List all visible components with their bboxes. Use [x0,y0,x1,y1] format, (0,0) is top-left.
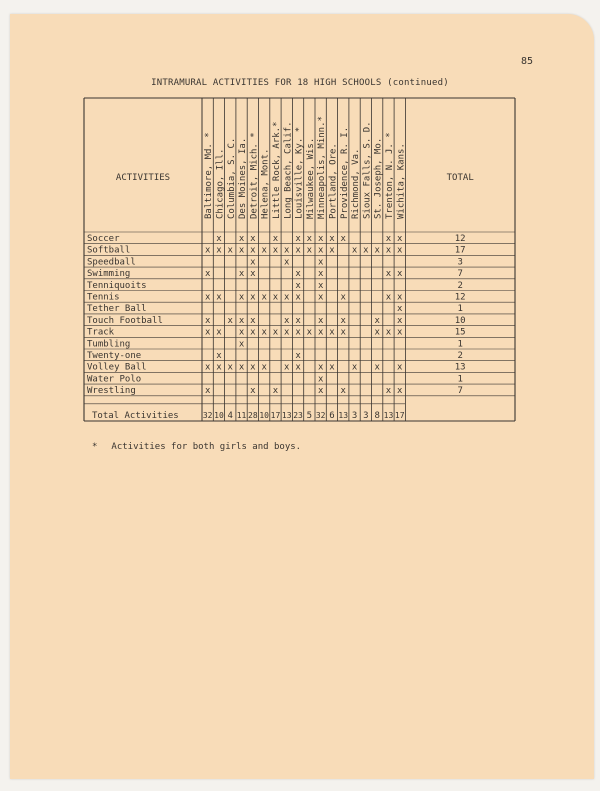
activity-mark: x [216,234,222,244]
city-header: Sioux Falls, S. D. [362,121,373,219]
activity-mark: x [261,245,267,256]
activity-total: 1 [457,339,463,350]
city-header: Little Rock, Ark.* [271,121,282,219]
activity-mark: x [216,362,222,373]
city-total: 10 [214,410,224,420]
activity-mark: x [250,386,256,397]
activity-mark: x [204,269,211,280]
city-total: 10 [259,410,269,420]
activity-total: 17 [454,245,466,256]
activity-name: Track [87,327,115,338]
activity-total: 13 [454,362,466,373]
activity-mark: x [284,327,290,338]
activity-mark: x [295,234,301,244]
activity-mark: x [374,245,380,256]
activity-mark: x [374,362,380,373]
activity-mark: x [204,362,211,373]
activity-mark: x [261,362,267,373]
activity-mark: x [295,280,301,291]
activity-mark: x [295,327,301,338]
activity-mark: x [204,315,211,326]
city-total: 23 [293,410,303,420]
activity-mark: x [317,327,324,338]
activity-total: 10 [454,315,466,326]
activity-total: 2 [457,280,463,291]
activity-mark: x [374,315,380,326]
activity-mark: x [238,327,245,338]
activity-mark: x [250,269,256,280]
activity-name: Tether Ball [87,304,147,315]
city-header: Trenton, N. J. * [384,132,395,219]
activity-mark: x [295,292,301,303]
activity-mark: x [250,362,256,373]
activity-mark: x [317,292,324,303]
activity-mark: x [238,339,245,350]
activity-mark: x [250,327,256,338]
activity-mark: x [397,362,403,373]
activity-mark: x [340,234,346,244]
city-header: Helena, Mont. [260,148,271,219]
city-header: St. Joseph, Mo. [373,137,384,219]
activity-mark: x [250,245,256,256]
activity-mark: x [385,269,392,280]
activity-mark: x [329,245,335,256]
activity-total: 12 [454,234,466,244]
activity-mark: x [351,245,358,256]
activity-mark: x [272,234,279,244]
activity-mark: x [317,374,324,385]
activity-total: 15 [454,327,466,338]
activity-mark: x [216,351,222,361]
activity-mark: x [317,234,324,244]
activity-name: Volley Ball [87,362,147,373]
activity-mark: x [284,245,290,256]
activity-mark: x [216,327,222,338]
activity-mark: x [397,386,403,397]
activity-name: Soccer [87,234,120,244]
activity-mark: x [340,292,346,303]
activity-mark: x [397,292,403,303]
activity-mark: x [295,269,301,280]
table-title: INTRAMURAL ACTIVITIES FOR 18 HIGH SCHOOLS (continued) [151,78,449,88]
activity-mark: x [385,245,392,256]
activity-mark: x [250,315,256,326]
activity-mark: x [216,245,222,256]
city-total: 8 [374,410,380,421]
activity-mark: x [204,245,211,256]
activity-mark: x [385,234,392,244]
activity-name: Touch Football [87,315,163,326]
activity-mark: x [385,386,392,397]
activity-mark: x [295,351,301,361]
activity-mark: x [317,280,324,291]
city-total: 3 [351,410,358,421]
activity-mark: x [340,386,346,397]
activity-name: Tumbling [87,339,131,350]
activity-mark: x [306,234,313,244]
city-total: 32 [315,410,326,420]
city-header: Minneapolis, Minn.* [317,116,328,219]
activity-mark: x [397,269,403,280]
activity-name: Speedball [87,257,136,268]
activity-mark: x [351,362,358,373]
footnote-symbol: * [92,442,98,452]
activity-mark: x [284,315,290,326]
activity-mark: x [340,327,346,338]
city-header: Richmond, Va. [351,148,362,219]
city-total: 13 [383,410,394,420]
activity-mark: x [317,257,324,268]
activity-mark: x [306,245,313,256]
activity-mark: x [272,245,279,256]
activity-mark: x [329,234,335,244]
activity-mark: x [397,245,403,256]
activity-mark: x [204,327,211,338]
city-total: 4 [227,410,233,421]
activity-mark: x [317,362,324,373]
activity-mark: x [204,292,211,303]
activity-total: 12 [454,292,466,303]
activity-mark: x [250,292,256,303]
activity-mark: x [363,245,369,256]
activity-mark: x [295,245,301,256]
city-total: 32 [202,410,213,420]
activity-mark: x [238,269,245,280]
activity-mark: x [385,327,392,338]
activity-mark: x [238,234,245,244]
activity-mark: x [261,327,267,338]
activity-mark: x [227,362,233,373]
total-header: TOTAL [446,173,474,183]
city-header: Long Beach, Calif. [283,121,294,219]
activity-total: 1 [457,374,463,385]
activity-mark: x [295,362,301,373]
city-header: Wichita, Kans. [396,143,407,219]
activity-mark: x [306,327,313,338]
activity-name: Wrestling [87,386,136,397]
activity-mark: x [284,362,290,373]
activity-mark: x [329,327,335,338]
city-total: 17 [270,410,281,420]
activity-mark: x [397,304,403,315]
activity-mark: x [250,234,256,244]
city-header: Des Moines, Ia. [238,137,249,219]
activity-total: 7 [457,386,463,397]
city-total: 13 [281,410,292,420]
activity-mark: x [284,257,290,268]
city-header: Louisville, Ky. * [294,126,305,219]
footnote [92,442,301,452]
activity-total: 7 [457,269,463,280]
activity-mark: x [329,362,335,373]
activity-mark: x [227,315,233,326]
city-header: Columbia, S. C. [226,137,237,219]
activity-mark: x [284,292,290,303]
activity-name: Swimming [87,269,131,280]
activity-name: Tenniquoits [87,280,147,291]
activity-total: 1 [457,304,463,315]
city-header: Portland, Ore. [328,143,339,219]
city-header: Providence, R. I. [339,126,350,219]
activity-name: Tennis [87,292,120,303]
footnote-text: Activities for both girls and boys. [111,442,302,452]
activity-mark: x [261,292,267,303]
activity-mark: x [374,327,380,338]
city-total: 6 [329,410,335,421]
city-total: 28 [248,410,258,420]
activity-mark: x [295,315,301,326]
activity-mark: x [272,386,279,397]
city-header: Baltimore, Md. * [204,132,215,219]
city-total: 13 [338,410,349,420]
total-activities-label: Total Activities [92,410,179,421]
activity-total: 2 [457,351,463,361]
city-total: 3 [363,410,369,421]
city-header: Chicago, Ill. [215,148,226,219]
page-number: 85 [521,56,534,67]
activity-mark: x [238,315,245,326]
activity-mark: x [238,245,245,256]
activity-mark: x [317,315,324,326]
activity-mark: x [317,386,324,397]
activity-mark: x [397,327,403,338]
activity-mark: x [250,257,256,268]
activity-mark: x [317,245,324,256]
activity-mark: x [227,245,233,256]
activity-mark: x [216,292,222,303]
city-total: 11 [236,410,247,420]
activity-name: Twenty-one [87,351,142,361]
activity-mark: x [385,292,392,303]
activity-mark: x [397,315,403,326]
activity-total: 3 [457,257,463,268]
city-total: 5 [306,410,313,421]
activity-mark: x [340,315,346,326]
activity-mark: x [204,386,211,397]
activity-mark: x [397,234,403,244]
activity-mark: x [238,292,245,303]
activity-mark: x [238,362,245,373]
activity-name: Water Polo [87,374,142,385]
activity-mark: x [272,327,279,338]
activity-name: Softball [87,245,131,256]
activity-mark: x [317,269,324,280]
activities-header: ACTIVITIES [115,173,171,183]
city-total: 17 [394,410,405,420]
city-header: Detroit, Mich. * [249,132,260,219]
activity-mark: x [272,292,279,303]
city-header: Milwaukee, Wis. [305,137,316,219]
